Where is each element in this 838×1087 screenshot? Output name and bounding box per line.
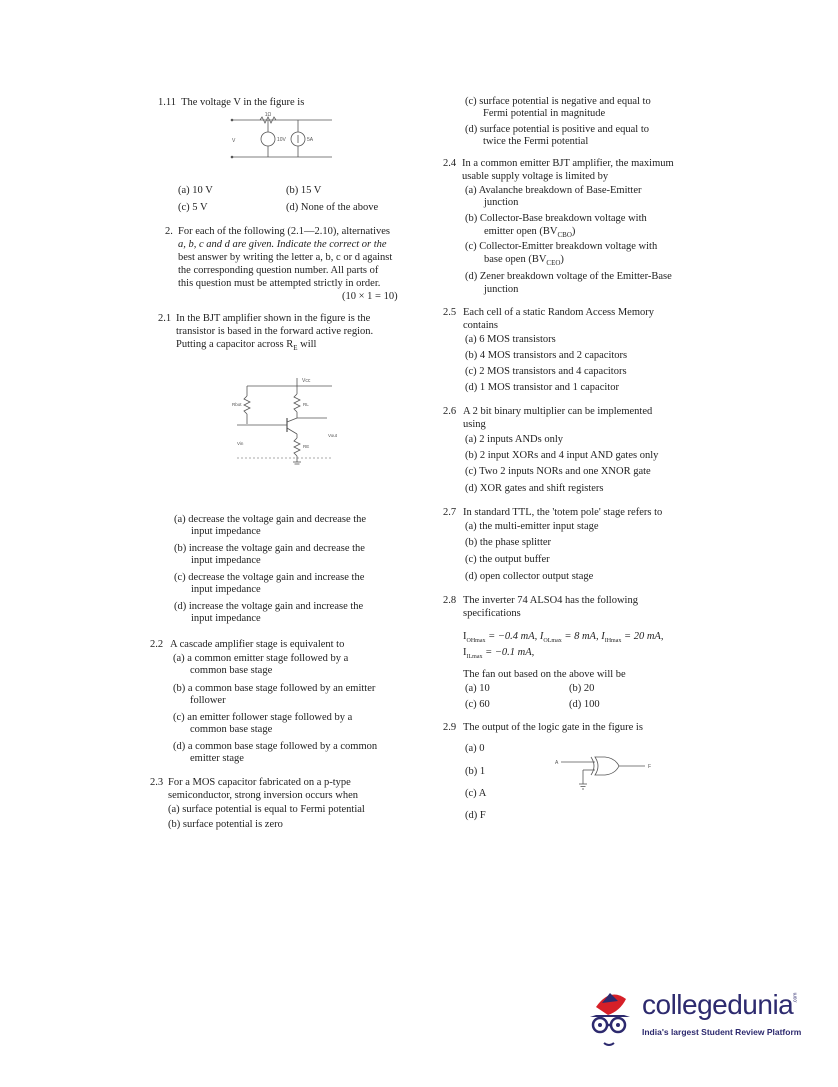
option-a-line-1: (a) Avalanche breakdown of Base-Emitter <box>465 185 642 196</box>
question-2-4-line-2: usable supply voltage is limited by <box>462 171 609 182</box>
option-d-line-2: emitter stage <box>190 753 244 764</box>
circuit-diagram-1-11 <box>222 112 342 162</box>
option-a-line-2: junction <box>484 197 519 208</box>
question-2-6-line-2: using <box>463 419 486 430</box>
text: base open (BV <box>484 254 547 265</box>
question-2-5-line-1: Each cell of a static Random Access Memory <box>463 307 654 318</box>
brand-tagline: India's largest Student Review Platform <box>642 1027 802 1037</box>
marks: (10 × 1 = 10) <box>342 291 398 302</box>
question-stem: The voltage V in the figure is <box>181 97 305 108</box>
subscript: OLmax <box>543 638 562 645</box>
option-d-line-2: input impedance <box>191 613 261 624</box>
option-c: (c) Two 2 inputs NORs and one XNOR gate <box>465 466 651 477</box>
spec-line-2 <box>463 646 534 664</box>
option-a: (a) 10 <box>465 683 490 694</box>
text: emitter open (BV <box>484 226 558 237</box>
option-a-line-2: input impedance <box>191 526 261 537</box>
bjt-amplifier-diagram <box>232 374 352 469</box>
instruction-line-1: For each of the following (2.1—2.10), alternatives <box>178 226 390 237</box>
option-b: (b) surface potential is zero <box>168 819 283 830</box>
question-2-1-number: 2.1 <box>158 313 172 324</box>
subscript: ILmax <box>466 654 483 661</box>
question-2-9-stem: The output of the logic gate in the figure is <box>463 722 643 733</box>
option-d: (d) open collector output stage <box>465 571 594 582</box>
instruction-line-5: this question must be attempted strictly in order. <box>178 278 381 289</box>
option-d: (d) 1 MOS transistor and 1 capacitor <box>465 382 619 393</box>
text-end: ) <box>571 226 576 237</box>
option-b: (b) 20 <box>569 683 595 694</box>
vout-label: Vout <box>328 433 338 438</box>
option-d-line-1: (d) increase the voltage gain and increase the <box>174 601 364 612</box>
question-2-3-line-1: For a MOS capacitor fabricated on a p-type <box>168 777 351 788</box>
source-i-label: 5A <box>307 137 314 143</box>
option-a: (a) 0 <box>465 743 485 754</box>
resistor-label: 1Ω <box>264 112 272 118</box>
option-a: (a) 2 inputs ANDs only <box>465 434 563 445</box>
instruction-line-3: best answer by writing the letter a, b, c or d against <box>178 252 393 263</box>
question-1-11 <box>158 96 304 109</box>
option-c: (c) 60 <box>465 699 490 710</box>
option-c-line-2: Fermi potential in magnitude <box>483 108 606 119</box>
option-b-line-2: input impedance <box>191 555 261 566</box>
option-b: (b) 4 MOS transistors and 2 capacitors <box>465 350 628 361</box>
question-2-2-number: 2.2 <box>150 639 164 650</box>
option-c: (c) A <box>465 788 487 799</box>
option-c-line-1: (c) an emitter follower stage followed by a <box>173 712 353 723</box>
question-2-5-line-2: contains <box>463 320 498 331</box>
option-b: (b) 15 V <box>286 185 322 196</box>
option-a-line-1: (a) a common emitter stage followed by a <box>173 653 349 664</box>
output-label: F <box>648 764 652 770</box>
line-text: Putting a capacitor across R <box>176 339 294 350</box>
question-2-6-line-1: A 2 bit binary multiplier can be implemented <box>463 406 653 417</box>
option-b-line-1: (b) a common base stage followed by an emitter <box>173 683 376 694</box>
option-d-line-2: twice the Fermi potential <box>483 136 589 147</box>
input-label: A <box>555 760 559 766</box>
xor-gate-diagram <box>553 752 663 794</box>
re-label: RE <box>303 444 310 449</box>
vcc-label: Vcc <box>302 378 311 384</box>
option-d-line-2: junction <box>484 284 519 295</box>
question-2-3-line-2: semiconductor, strong inversion occurs when <box>168 790 358 801</box>
question-2-1-line-2: transistor is based in the forward active region. <box>176 326 374 337</box>
question-2-8-line-1: The inverter 74 ALSO4 has the following <box>463 595 638 606</box>
option-c-line-1: (c) surface potential is negative and equal to <box>465 96 651 107</box>
question-2-7-number: 2.7 <box>443 507 457 518</box>
option-c-line-2: input impedance <box>191 584 261 595</box>
line-end: will <box>297 339 317 350</box>
option-b-line-1: (b) Collector-Base breakdown voltage with <box>465 213 647 224</box>
brand-name: collegedunia <box>642 989 794 1020</box>
instruction-line-2: a, b, c and d are given. Indicate the correct or the <box>178 239 387 250</box>
text: = 20 mA, <box>621 631 664 642</box>
instruction-number: 2. <box>165 226 173 237</box>
question-2-8-number: 2.8 <box>443 595 457 606</box>
subscript: CBO <box>557 231 572 240</box>
option-b: (b) the phase splitter <box>465 537 552 548</box>
question-2-4-line-1: In a common emitter BJT amplifier, the maximum <box>462 158 674 169</box>
option-c-line-2: common base stage <box>190 724 273 735</box>
question-2-8-line-2: specifications <box>463 608 521 619</box>
option-a-line-2: common base stage <box>190 665 273 676</box>
subscript: E <box>293 344 298 353</box>
question-2-2-stem: A cascade amplifier stage is equivalent to <box>170 639 345 650</box>
subscript: IHmax <box>604 638 622 645</box>
question-2-6-number: 2.6 <box>443 406 457 417</box>
text: = 8 mA, I <box>561 631 605 642</box>
question-2-4-number: 2.4 <box>443 158 457 169</box>
option-a-line-1: (a) decrease the voltage gain and decrease the <box>174 514 367 525</box>
text: I <box>463 647 467 658</box>
vin-label: Vin <box>237 441 244 446</box>
rl-label: RL <box>303 402 309 407</box>
mascot-icon <box>580 985 640 1055</box>
source-v-label: 10V <box>277 137 286 143</box>
option-c: (c) 2 MOS transistors and 4 capacitors <box>465 366 627 377</box>
option-a: (a) the multi-emitter input stage <box>465 521 599 532</box>
option-d: (d) None of the above <box>286 202 379 213</box>
text: I <box>463 631 467 642</box>
option-b: (b) 1 <box>465 766 486 777</box>
brand-logo[interactable] <box>580 985 810 1055</box>
rbot-label: Rbot <box>232 402 242 407</box>
text-end: ) <box>560 254 564 265</box>
question-number: 1.11 <box>158 97 176 108</box>
option-b: (b) 2 input XORs and 4 input AND gates only <box>465 450 659 461</box>
question-2-9-number: 2.9 <box>443 722 457 733</box>
question-2-1-line-3 <box>176 338 316 355</box>
option-a: (a) 10 V <box>178 185 213 196</box>
voltage-label: V <box>232 138 236 144</box>
option-a: (a) surface potential is equal to Fermi potential <box>168 804 365 815</box>
subscript: CEO <box>546 259 561 268</box>
option-c-line-1: (c) decrease the voltage gain and increase the <box>174 572 365 583</box>
option-c-line-1: (c) Collector-Emitter breakdown voltage with <box>465 241 658 252</box>
option-b-line-1: (b) increase the voltage gain and decrease the <box>174 543 365 554</box>
option-c: (c) 5 V <box>178 202 208 213</box>
text: = −0.4 mA, I <box>485 631 544 642</box>
option-c: (c) the output buffer <box>465 554 550 565</box>
option-c-line-2 <box>484 253 564 270</box>
option-d-line-1: (d) surface potential is positive and equal to <box>465 124 649 135</box>
option-a: (a) 6 MOS transistors <box>465 334 556 345</box>
question-2-7-stem: In standard TTL, the 'totem pole' stage refers to <box>463 507 663 518</box>
option-d: (d) XOR gates and shift registers <box>465 483 604 494</box>
option-d-line-1: (d) Zener breakdown voltage of the Emitter-Base <box>465 271 672 282</box>
text: = −0.1 mA, <box>482 647 535 658</box>
option-d-line-1: (d) a common base stage followed by a common <box>173 741 378 752</box>
subscript: OHmax <box>466 638 486 645</box>
instruction-line-4: the corresponding question number. All parts of <box>178 265 379 276</box>
question-2-1-line-1: In the BJT amplifier shown in the figure is the <box>176 313 371 324</box>
brand-com: .com <box>792 992 799 1004</box>
option-d: (d) 100 <box>569 699 600 710</box>
option-d: (d) F <box>465 810 486 821</box>
question-2-3-number: 2.3 <box>150 777 164 788</box>
question-2-5-number: 2.5 <box>443 307 457 318</box>
option-b-line-2: follower <box>190 695 226 706</box>
fan-out-line: The fan out based on the above will be <box>463 669 626 680</box>
